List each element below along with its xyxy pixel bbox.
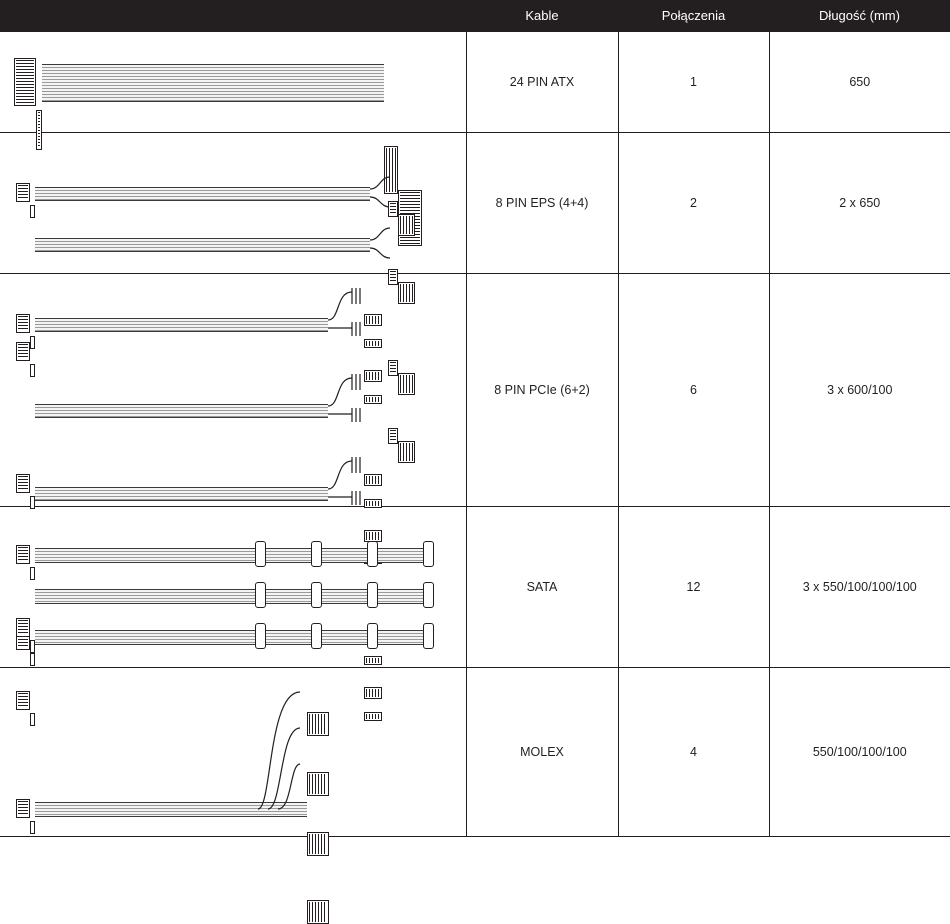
cell-cable-name: MOLEX bbox=[466, 668, 618, 837]
connector-sata-2b bbox=[311, 582, 322, 608]
cable-image-cell bbox=[0, 274, 466, 507]
connector-sata-3a bbox=[255, 623, 266, 649]
connector-sata-1a bbox=[255, 541, 266, 567]
connector-molex-3 bbox=[307, 832, 329, 856]
cell-connections: 1 bbox=[618, 32, 769, 133]
cable-image-cell bbox=[0, 668, 466, 837]
connector-sata-left-1-latch bbox=[30, 567, 35, 580]
column-header-image bbox=[0, 0, 466, 32]
cable-image-cell bbox=[0, 133, 466, 274]
cell-connections: 2 bbox=[618, 133, 769, 274]
table-row bbox=[0, 274, 950, 507]
table-row bbox=[0, 507, 950, 668]
column-header-cable: Kable bbox=[466, 0, 618, 32]
connector-sata-left-1 bbox=[16, 545, 30, 564]
cell-cable-name: 24 PIN ATX bbox=[466, 32, 618, 133]
table-row bbox=[0, 668, 950, 837]
branch-lines bbox=[0, 668, 466, 836]
cell-connections: 12 bbox=[618, 507, 769, 668]
column-header-connections: Połączenia bbox=[618, 0, 769, 32]
cell-length: 550/100/100/100 bbox=[769, 668, 950, 837]
connector-sata-3c bbox=[367, 623, 378, 649]
branch-lines bbox=[0, 133, 466, 273]
table-row bbox=[0, 133, 950, 274]
cable-image-cell bbox=[0, 507, 466, 668]
column-header-length: Długość (mm) bbox=[769, 0, 950, 32]
connector-molex-2 bbox=[307, 772, 329, 796]
connector-24pin-left bbox=[14, 58, 36, 106]
cell-length: 650 bbox=[769, 32, 950, 133]
cell-cable-name: SATA bbox=[466, 507, 618, 668]
cell-length: 3 x 600/100 bbox=[769, 274, 950, 507]
connector-sata-1b bbox=[311, 541, 322, 567]
connector-sata-left-2 bbox=[16, 618, 30, 637]
cell-connections: 4 bbox=[618, 668, 769, 837]
connector-sata-2d bbox=[423, 582, 434, 608]
cell-cable-name: 8 PIN PCIe (6+2) bbox=[466, 274, 618, 507]
connector-sata-1d bbox=[423, 541, 434, 567]
cable-ribbon bbox=[42, 64, 384, 102]
atx-24pin-cable-icon bbox=[0, 32, 466, 132]
sata-cable-icon bbox=[0, 507, 466, 667]
connector-molex-1 bbox=[307, 712, 329, 736]
connector-sata-1c bbox=[367, 541, 378, 567]
branch-lines bbox=[0, 274, 466, 506]
connector-molex-4 bbox=[307, 900, 329, 924]
cable-ribbon bbox=[35, 548, 423, 563]
molex-cable-icon bbox=[0, 668, 466, 836]
cable-ribbon bbox=[35, 630, 423, 645]
table-row bbox=[0, 32, 950, 133]
cell-length: 2 x 650 bbox=[769, 133, 950, 274]
table-header-row bbox=[0, 0, 950, 32]
eps-8pin-cable-icon bbox=[0, 133, 466, 273]
connector-sata-2a bbox=[255, 582, 266, 608]
connector-sata-3d bbox=[423, 623, 434, 649]
cell-connections: 6 bbox=[618, 274, 769, 507]
cell-cable-name: 8 PIN EPS (4+4) bbox=[466, 133, 618, 274]
pcie-8pin-cable-icon bbox=[0, 274, 466, 506]
cell-length: 3 x 550/100/100/100 bbox=[769, 507, 950, 668]
cable-ribbon bbox=[35, 589, 423, 604]
connector-sata-2c bbox=[367, 582, 378, 608]
connector-sata-3b bbox=[311, 623, 322, 649]
cable-image-cell bbox=[0, 32, 466, 133]
